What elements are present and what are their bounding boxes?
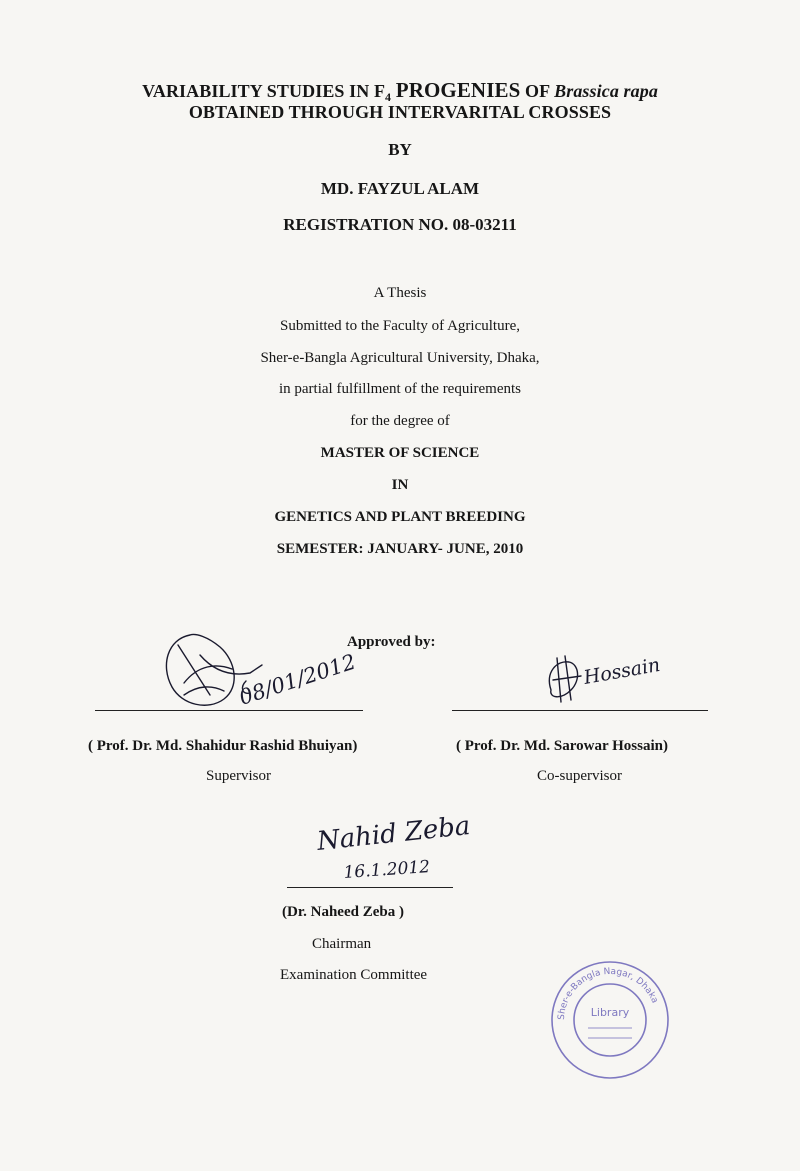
degree: MASTER OF SCIENCE	[320, 445, 480, 461]
chairman-date: 16.1.2012	[342, 857, 431, 883]
title-species: Brassica rapa	[554, 81, 658, 101]
title-text-c: OF	[524, 81, 550, 101]
author-name: MD. FAYZUL ALAM	[320, 179, 480, 198]
semester: SEMESTER: JANUARY- JUNE, 2010	[276, 541, 524, 557]
department: GENETICS AND PLANT BREEDING	[274, 509, 526, 525]
library-stamp-icon	[548, 958, 672, 1082]
chairman-role: Chairman	[312, 936, 372, 952]
thesis-line: in partial fulfillment of the requirements	[278, 381, 521, 397]
supervisor-name: ( Prof. Dr. Md. Shahidur Rashid Bhuiyan)	[88, 738, 358, 754]
co-supervisor-signature-text: Hossain	[582, 653, 662, 689]
chairman-signature-text: Nahid Zeba	[315, 811, 472, 857]
chairman-signature-line	[287, 887, 453, 888]
title-text-a: VARIABILITY STUDIES IN F	[142, 81, 386, 101]
stamp-outer-text: Sher-e-Bangla Nagar, Dhaka	[556, 966, 660, 1021]
thesis-line: for the degree of	[350, 413, 450, 429]
supervisor-signature-line	[95, 710, 363, 711]
supervisor-role: Supervisor	[206, 768, 271, 784]
co-supervisor-role: Co-supervisor	[537, 768, 622, 784]
registration-number: REGISTRATION NO. 08-03211	[283, 215, 517, 234]
co-supervisor-signature-icon	[535, 650, 685, 710]
by-label: BY	[388, 140, 412, 159]
thesis-line: A Thesis	[373, 285, 427, 301]
co-supervisor-signature-line	[452, 710, 708, 711]
stamp-inner-text: Library	[590, 1006, 630, 1019]
approved-by-label: Approved by:	[347, 634, 436, 650]
examination-committee: Examination Committee	[280, 967, 428, 983]
title-line-2: OBTAINED THROUGH INTERVARITAL CROSSES	[188, 102, 612, 122]
title-line-1	[0, 78, 800, 103]
co-supervisor-name: ( Prof. Dr. Md. Sarowar Hossain)	[456, 738, 668, 754]
chairman-name: (Dr. Naheed Zeba )	[282, 904, 404, 920]
thesis-line: Submitted to the Faculty of Agriculture,	[280, 318, 520, 334]
in-label: IN	[391, 477, 409, 493]
thesis-line: Sher-e-Bangla Agricultural University, Dhaka,	[260, 350, 540, 366]
chairman-signature-icon	[310, 811, 490, 890]
supervisor-date: 08/01/2012	[236, 649, 359, 710]
title-text-b: PROGENIES	[395, 78, 521, 102]
title-subscript: 4	[385, 90, 392, 104]
